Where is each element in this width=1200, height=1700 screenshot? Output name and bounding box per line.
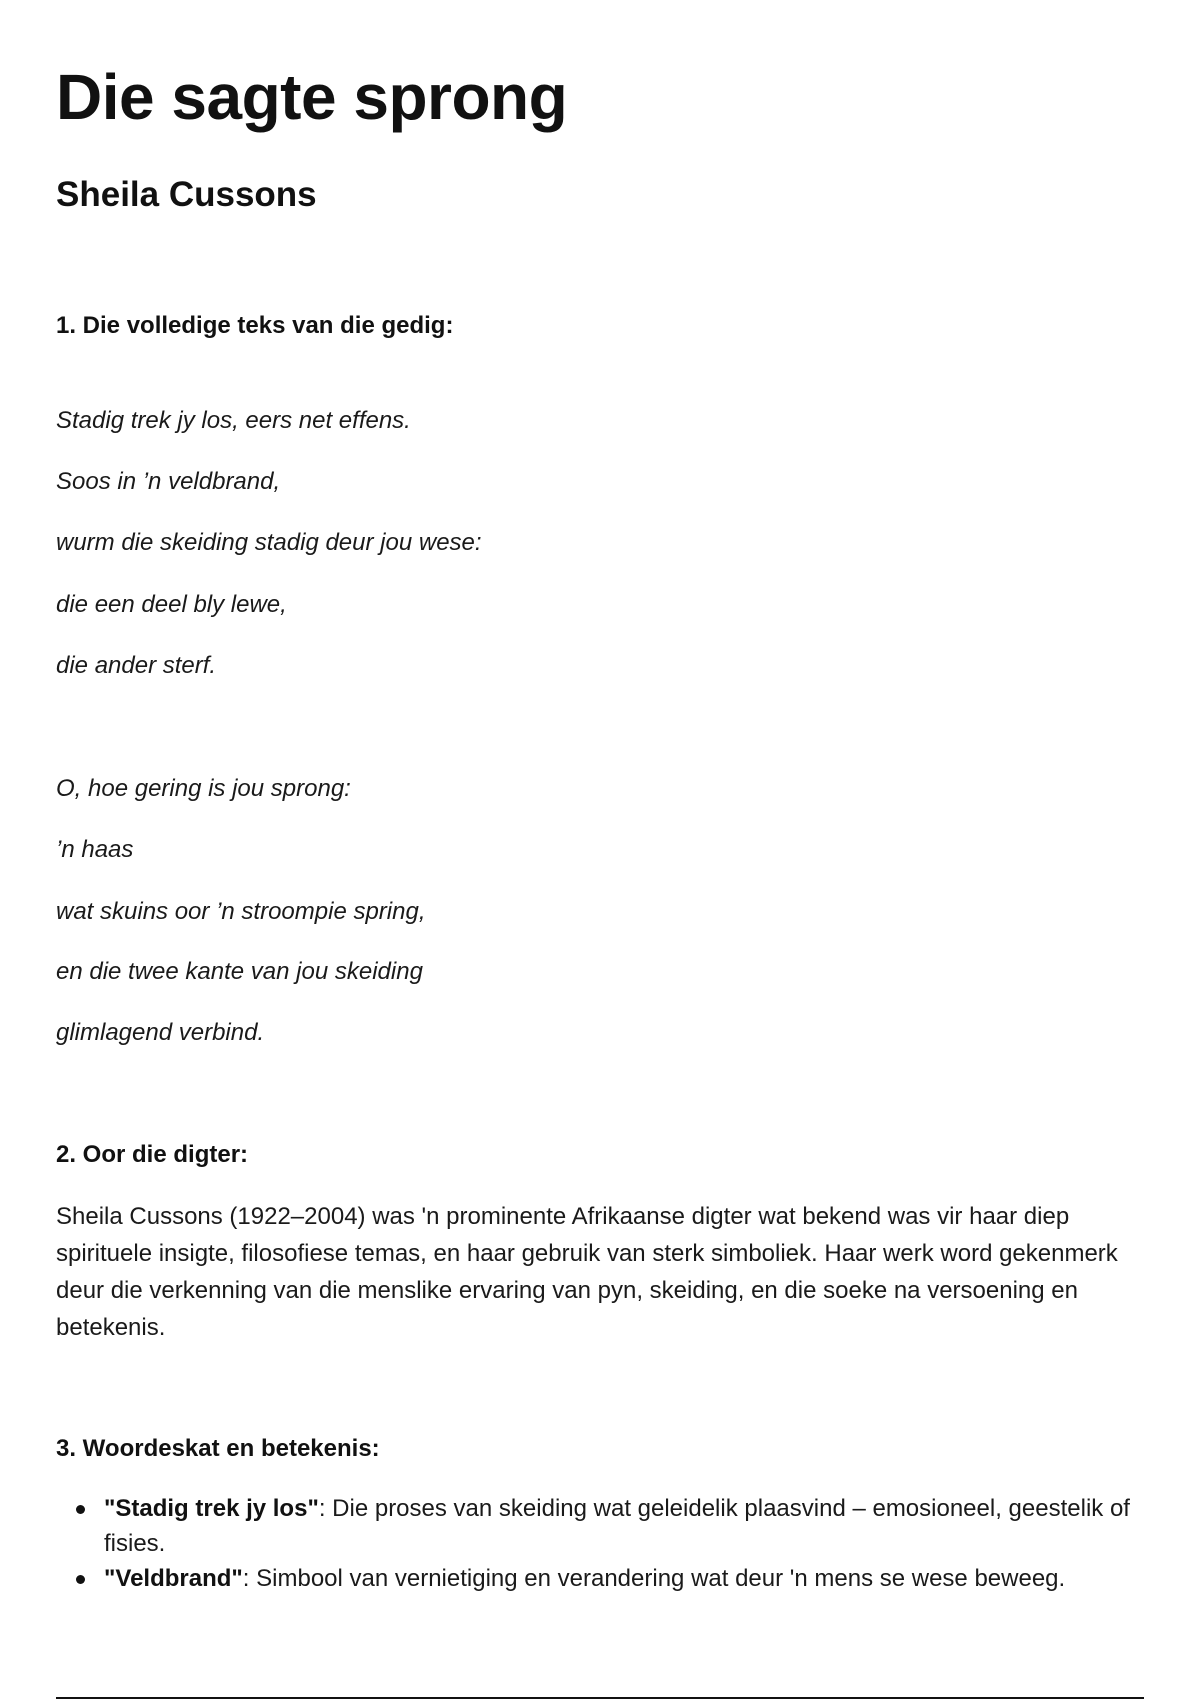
author-name: Sheila Cussons bbox=[56, 175, 317, 214]
page-divider bbox=[56, 1697, 1144, 1699]
poet-biography: Sheila Cussons (1922–2004) was 'n prominente Afrikaanse digter wat bekend was vir haar diep spirituele insigte, filosofiese temas, en haar gebruik van sterk simboliek. Haar werk word gekenmerk deur die verkenning van die menslike ervaring van pyn, skeiding, en die soeke na versoening en betekenis. bbox=[56, 1203, 1118, 1341]
list-item bbox=[56, 1561, 1146, 1596]
vocabulary-term: "Veldbrand" bbox=[104, 1565, 243, 1592]
section-heading-vocabulary: 3. Woordeskat en betekenis: bbox=[56, 1435, 380, 1462]
poem-line: glimlagend verbind. bbox=[56, 1019, 265, 1046]
list-item bbox=[56, 1491, 1146, 1561]
poem-line: Stadig trek jy los, eers net effens. bbox=[56, 407, 411, 434]
poem-line: Soos in ’n veldbrand, bbox=[56, 468, 281, 495]
vocabulary-definition: : Die proses van skeiding wat geleidelik plaasvind – emosioneel, geestelik of fisies. bbox=[104, 1495, 1130, 1557]
vocabulary-term: "Stadig trek jy los" bbox=[104, 1495, 319, 1522]
bullet-icon bbox=[76, 1575, 85, 1584]
bullet-icon bbox=[76, 1505, 85, 1514]
poem-line: O, hoe gering is jou sprong: bbox=[56, 775, 351, 802]
section-heading-poem: 1. Die volledige teks van die gedig: bbox=[56, 312, 454, 339]
vocabulary-list bbox=[56, 1491, 1146, 1596]
page-title: Die sagte sprong bbox=[56, 61, 568, 133]
poem-line: wurm die skeiding stadig deur jou wese: bbox=[56, 529, 482, 556]
poem-line: ’n haas bbox=[56, 836, 134, 863]
vocabulary-definition: : Simbool van vernietiging en verandering wat deur 'n mens se wese beweeg. bbox=[242, 1565, 1066, 1592]
poem-line: die een deel bly lewe, bbox=[56, 591, 287, 618]
poem-line: wat skuins oor ’n stroompie spring, bbox=[56, 898, 426, 925]
poem-line: en die twee kante van jou skeiding bbox=[56, 958, 423, 985]
poem-line: die ander sterf. bbox=[56, 652, 217, 679]
section-heading-about: 2. Oor die digter: bbox=[56, 1141, 249, 1168]
